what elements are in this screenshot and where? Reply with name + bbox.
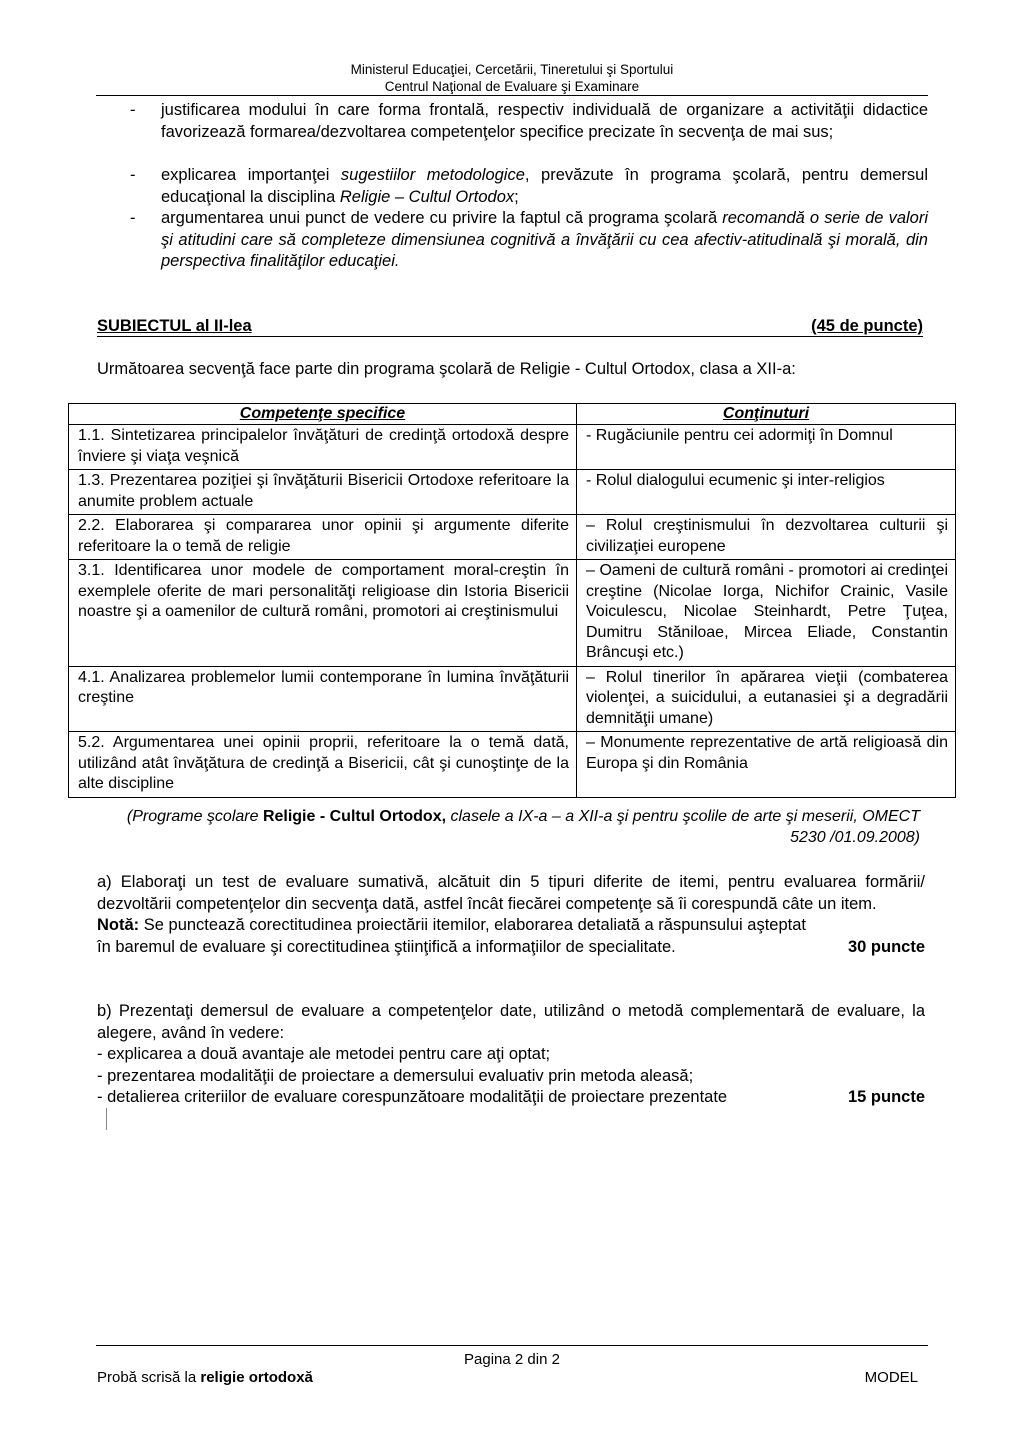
bullet-item [118, 208, 928, 273]
content-cell: - Rugăciunile pentru cei adormiţi în Domnul [577, 425, 956, 470]
page-number: Pagina 2 din 2 [464, 1351, 560, 1368]
competence-cell: 1.1. Sintetizarea principalelor învăţături de credinţă ortodoxă despre înviere şi viaţa veşnică [69, 425, 577, 470]
task-a-note: Notă: Se punctează corectitudinea proiectării itemilor, elaborarea detaliată a răspunsului aşteptat [97, 916, 806, 934]
footer-divider [96, 1345, 928, 1346]
content-cell: – Monumente reprezentative de artă religioasă din Europa şi din România [577, 732, 956, 798]
table-row [69, 470, 956, 515]
competence-cell: 1.3. Prezentarea poziţiei şi învăţăturii Bisericii Ortodoxe referitoare la anumite problem actuale [69, 470, 577, 515]
task-b-points: 15 puncte [847, 1088, 925, 1106]
task-b-item: - prezentarea modalităţii de proiectare a demersului evaluativ prin metoda aleasă; [97, 1066, 694, 1085]
content-cell: - Rolul dialogului ecumenic şi inter-religios [577, 470, 956, 515]
header-ministry: Ministerul Educaţiei, Cercetării, Tineretului şi Sportului [350, 62, 674, 77]
footer-model-label: MODEL [864, 1369, 918, 1386]
bullet-text: argumentarea unui punct de vedere cu privire la faptul că programa şcolară recomandă o serie de valori şi atitudini care să completeze dimensiunea cognitivă a învăţării cu cea afectiv-atitudinală şi morală, din perspectiva finalităţilor educaţiei. [161, 209, 928, 270]
header-divider [96, 95, 928, 96]
bullet-text: explicarea importanţei sugestiilor metodologice, prevăzute în programa şcolară, pentru demersul educaţional la disciplina Religie – Cultul Ortodox; [161, 166, 929, 206]
text-cursor [106, 1108, 107, 1130]
header-center: Centrul Naţional de Evaluare şi Examinare [384, 79, 640, 94]
competence-cell: 3.1. Identificarea unor modele de comportament moral-creştin în exemplele oferite de mari personalităţi religioase din Istoria Bisericii noastre şi a oamenilor de cultură români, promotori ai creştinismului [69, 560, 577, 667]
task-a-points: 30 puncte [847, 937, 925, 956]
content-cell: – Rolul creştinismului în dezvoltarea culturii şi civilizaţiei europene [577, 515, 956, 560]
task-b [97, 1001, 925, 1109]
task-a-text: a) Elaboraţi un test de evaluare sumativă, alcătuit din 5 tipuri diferite de itemi, pentru evaluarea formării/ dezvoltării competenţelor din secvenţa dată, astfel încât fiecărei competenţe să îi corespundă câte un item. [97, 873, 925, 913]
task-b-text: b) Prezentaţi demersul de evaluare a competenţelor date, utilizând o metodă complementară de evaluare, la alegere, având în vedere: [97, 1002, 925, 1042]
subject-points: (45 de puncte) [811, 317, 923, 335]
task-b-item: - explicarea a două avantaje ale metodei pentru care aţi optat; [97, 1045, 551, 1063]
content-cell: – Oameni de cultură români - promotori ai credinţei creştine (Nicolae Iorga, Nichifor Crainic, Vasile Voiculescu, Nicolae Steinhardt, Petre Ţuţea, Dumitru Stăniloae, Mircea Eliade, Constantin Brâncuşi etc.) [577, 560, 956, 667]
subject-underline [97, 336, 923, 337]
bullet-item [118, 165, 928, 208]
table-row [69, 515, 956, 560]
competence-cell: 4.1. Analizarea problemelor lumii contemporane în lumina învăţăturii creştine [69, 666, 577, 732]
table-header-contents: Conţinuturi [577, 404, 956, 425]
table-row [69, 560, 956, 667]
table-row [69, 425, 956, 470]
source-citation: (Programe şcolare Religie - Cultul Ortodox, clasele a IX-a – a XII-a şi pentru şcolile de arte şi meserii, OMECT 5230 /01.09.2008) [126, 808, 920, 846]
subject-intro: Următoarea secvenţă face parte din programa şcolară de Religie - Cultul Ortodox, clasa a XII-a: [97, 360, 796, 378]
bullet-dash: - [130, 101, 136, 119]
task-a-note-end: în baremul de evaluare şi corectitudinea ştiinţifică a informaţiilor de specialitate. 30 puncte [97, 937, 925, 959]
bullet-item [118, 100, 928, 143]
task-a [97, 872, 925, 958]
subject-title: SUBIECTUL al II-lea [97, 317, 252, 335]
task-b-item: - detalierea criteriilor de evaluare corespunzătoare modalităţii de proiectare prezentate 15 puncte [97, 1087, 925, 1109]
bullet-text: justificarea modului în care forma frontală, respectiv individuală de organizare a activităţii didactice favorizează formarea/dezvoltarea competenţelor specifice precizate în secvenţa de mai sus; [161, 101, 928, 141]
competences-table [68, 403, 956, 798]
competence-cell: 2.2. Elaborarea şi compararea unor opinii şi argumente diferite referitoare la o temă de religie [69, 515, 577, 560]
competence-cell: 5.2. Argumentarea unei opinii proprii, referitoare la o temă dată, utilizând atât învăţătura de credinţă a Bisericii, cât şi cunoştinţe de la alte discipline [69, 732, 577, 798]
table-header-competences: Competenţe specifice [69, 404, 577, 425]
footer-exam-name: Probă scrisă la religie ortodoxă [97, 1369, 313, 1386]
bullet-dash: - [130, 166, 136, 184]
table-row [69, 732, 956, 798]
table-header-row [69, 404, 956, 425]
subject-heading [97, 317, 923, 337]
bullet-dash: - [130, 209, 136, 227]
table-row [69, 666, 956, 732]
content-cell: – Rolul tinerilor în apărarea vieţii (combaterea violenţei, a suicidului, a eutanasiei şi a degradării demnităţii umane) [577, 666, 956, 732]
